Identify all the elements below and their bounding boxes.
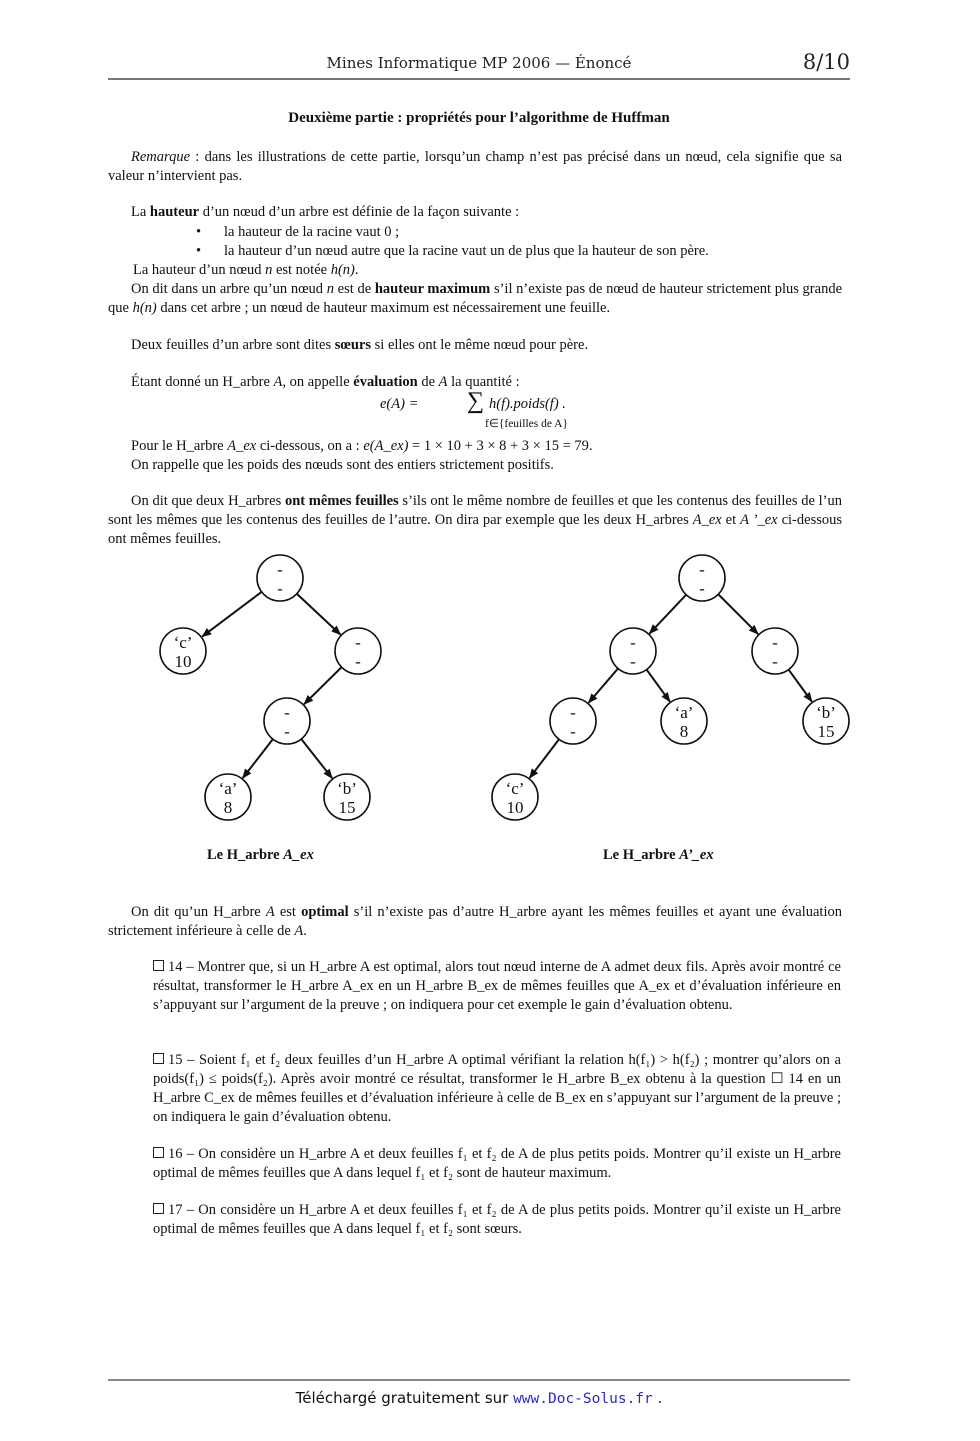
doc-solus-link[interactable]: www.Doc-Solus.fr xyxy=(513,1391,653,1407)
term-evaluation: évaluation xyxy=(353,374,418,390)
node-weight: 10 xyxy=(506,798,524,817)
poids-rappel: On rappelle que les poids des nœuds sont des entiers strictement positifs. xyxy=(131,457,554,473)
footer xyxy=(108,1389,850,1407)
page-number: 8/10 xyxy=(802,50,850,74)
term-hauteur-maximum: hauteur maximum xyxy=(374,281,491,297)
formula-rhs: h(f).poids(f) . xyxy=(489,396,566,412)
node-character: - xyxy=(355,633,361,652)
text: est notée xyxy=(272,262,331,278)
tree-edge-arrow xyxy=(297,594,341,635)
tree-node-root xyxy=(257,555,303,601)
node-weight: - xyxy=(570,722,576,741)
tree-node-c xyxy=(492,774,538,820)
optimal-paragraph xyxy=(108,903,842,941)
text: . xyxy=(354,262,359,278)
node-character: - xyxy=(277,560,283,579)
checkbox-square-icon xyxy=(153,960,164,971)
node-weight: - xyxy=(699,579,705,598)
text: ci-dessous ont mêmes feuilles. xyxy=(108,512,842,547)
question-number: 14 xyxy=(168,959,183,975)
tree-edge-arrow xyxy=(789,670,812,702)
text: = 1 × 10 + 3 × 8 + 3 × 15 = 79. xyxy=(408,438,593,454)
var: n xyxy=(326,281,334,297)
term-hauteur: hauteur xyxy=(149,204,200,220)
text: d’un nœud d’un arbre est définie de la façon suivante : xyxy=(199,204,520,220)
text: s’ils ont le même nombre de feuilles et que les contenus des feuilles de l’un sont les mêmes que les contenus des feuilles de l’autre. On dira par exemple que les deux H_arbres xyxy=(108,493,842,528)
tree-a-ex-nodes xyxy=(160,555,381,820)
tree-edge-arrow xyxy=(649,595,686,634)
term-soeurs: sœurs xyxy=(334,337,372,353)
text: s’il n’existe pas de nœud de hauteur strictement plus grande que xyxy=(108,281,843,316)
node-weight: 15 xyxy=(338,798,356,817)
text: Pour le H_arbre xyxy=(131,438,228,454)
tree-edge-arrow xyxy=(718,594,758,634)
tree-edge-arrow xyxy=(304,667,342,704)
bullet-text: la hauteur de la racine vaut 0 ; xyxy=(224,224,400,240)
text: On dit qu’un H_arbre xyxy=(131,904,266,920)
tree-edge-arrow xyxy=(243,739,273,778)
tree-node-root xyxy=(679,555,725,601)
node-character: - xyxy=(630,633,636,652)
node-character: - xyxy=(284,703,290,722)
text: si elles ont le même nœud pour père. xyxy=(371,337,589,353)
question-number: 15 xyxy=(168,1052,183,1068)
text: est xyxy=(274,904,302,920)
term-memes-feuilles: ont mêmes feuilles xyxy=(284,493,399,509)
section-title: Deuxième partie : propriétés pour l’algorithme de Huffman xyxy=(288,110,670,126)
question-17 xyxy=(153,1201,841,1239)
text: On dit dans un arbre qu’un nœud xyxy=(131,281,327,297)
node-weight: - xyxy=(277,579,283,598)
formula-lhs: e(A) = xyxy=(380,396,419,412)
node-character: ‘b’ xyxy=(816,703,836,722)
text: La xyxy=(131,204,150,220)
tree-edge-arrow xyxy=(202,592,261,637)
node-character: - xyxy=(772,633,778,652)
node-character: ‘a’ xyxy=(218,779,238,798)
var: A_ex xyxy=(227,438,257,454)
node-character: - xyxy=(699,560,705,579)
tree-node-c xyxy=(160,628,206,674)
bullet-text: la hauteur d’un nœud autre que la racine vaut un de plus que la hauteur de son père. xyxy=(224,243,709,259)
var: A xyxy=(265,904,275,920)
text: et xyxy=(721,512,741,528)
text: dans cet arbre ; un nœud de hauteur maximum est nécessairement une feuille. xyxy=(156,300,611,316)
var: A_ex xyxy=(692,512,722,528)
bullet-icon: • xyxy=(196,224,202,240)
question-text: – On considère un H_arbre A et deux feuilles f₁ et f₂ de A de plus petits poids. Montrer qu’il existe un H_arbre optimal de mêmes feuilles que A dans lequel f₁ et f₂ sont sœurs. xyxy=(153,1202,841,1237)
var: A’_ex xyxy=(679,847,714,863)
tree-a-ex-edges xyxy=(202,592,341,778)
text: ci-dessous, on a : xyxy=(256,438,364,454)
text: Deux feuilles d’un arbre sont dites xyxy=(131,337,335,353)
tree-a-prime-ex-nodes xyxy=(492,555,849,820)
question-text: – Soient f₁ et f₂ deux feuilles d’un H_arbre A optimal vérifiant la relation h(f₁) > h(f₂) ; montrer qu’alors on a poids(f₁) ≤ poids(f₂). Après avoir montré ce résultat, transformer le H_arbre B_ex obtenu à la question ☐ 14 en un H_arbre C_ex de mêmes feuilles et d’évaluation inférieure à celle de B_ex en s’appuyant sur l’argument de la preuve ; on indiquera le gain d’évaluation obtenu. xyxy=(153,1052,841,1125)
text: Étant donné un H_arbre xyxy=(131,374,274,390)
question-number: 16 xyxy=(168,1146,183,1162)
var: A_ex xyxy=(283,847,314,863)
var: h(n) xyxy=(132,300,157,316)
tree-node-b xyxy=(803,698,849,744)
question-text: – Montrer que, si un H_arbre A est optimal, alors tout nœud interne de A admet deux fils. Après avoir montré ce résultat, transformer le H_arbre A_ex en un H_arbre B_ex de mêmes feuilles que A_ex et d’évaluation inférieure en s’appuyant sur l’argument de la preuve ; on indiquera pour cet exemple le gain d’évaluation obtenu. xyxy=(153,959,841,1013)
tree-node-a xyxy=(661,698,707,744)
node-character: ‘a’ xyxy=(674,703,694,722)
tree-edge-arrow xyxy=(530,739,559,778)
caption-a-ex xyxy=(207,847,314,864)
var: A xyxy=(294,923,304,939)
text: de xyxy=(417,374,439,390)
tree-node-a xyxy=(205,774,251,820)
var: e(A_ex) xyxy=(363,438,409,454)
var: A xyxy=(273,374,283,390)
footer-end: . xyxy=(652,1389,663,1407)
var: A ’_ex xyxy=(740,512,778,528)
var: h(n) xyxy=(330,262,355,278)
tree-node-n3 xyxy=(550,698,596,744)
text: , on appelle xyxy=(282,374,354,390)
caption-a-prime-ex xyxy=(603,847,714,864)
node-character: ‘c’ xyxy=(173,633,193,652)
term-optimal: optimal xyxy=(301,904,349,920)
question-text: – On considère un H_arbre A et deux feuilles f₁ et f₂ de A de plus petits poids. Montrer qu’il existe un H_arbre optimal de mêmes feuilles que A dans lequel f₁ et f₂ sont de hauteur maximum. xyxy=(153,1146,841,1181)
question-16 xyxy=(153,1145,841,1183)
question-number: 17 xyxy=(168,1202,183,1218)
text: On dit que deux H_arbres xyxy=(131,493,285,509)
var: A xyxy=(438,374,448,390)
checkbox-square-icon xyxy=(153,1203,164,1214)
var: n xyxy=(265,262,273,278)
text: la quantité : xyxy=(447,374,520,390)
tree-a-prime-ex-edges xyxy=(530,594,812,778)
text: s’il n’existe pas d’autre H_arbre ayant les mêmes feuilles et ayant une évaluation strictement inférieure à celle de xyxy=(108,904,842,939)
node-weight: - xyxy=(630,652,636,671)
node-weight: 15 xyxy=(817,722,835,741)
node-character: ‘c’ xyxy=(505,779,525,798)
tree-edge-arrow xyxy=(647,670,670,702)
text: est de xyxy=(334,281,375,297)
text: La hauteur d’un nœud xyxy=(133,262,266,278)
tree-node-n1 xyxy=(610,628,656,674)
footer-text: Téléchargé gratuitement sur xyxy=(295,1389,514,1407)
node-weight: 10 xyxy=(174,652,192,671)
node-character: ‘b’ xyxy=(337,779,357,798)
tree-node-n2 xyxy=(752,628,798,674)
remarque-text: : dans les illustrations de cette partie, lorsqu’un champ n’est pas précisé dans un nœud, cela signifie que sa valeur n’intervient pas. xyxy=(108,149,842,184)
question-15 xyxy=(153,1051,841,1127)
text: . xyxy=(303,923,307,939)
header-title: Mines Informatique MP 2006 — Énoncé xyxy=(326,54,632,72)
text: Le H_arbre xyxy=(603,847,680,863)
node-weight: 8 xyxy=(679,722,689,741)
sigma-icon: ∑ xyxy=(467,388,485,414)
tree-edge-arrow xyxy=(301,739,332,778)
tree-node-n2 xyxy=(264,698,310,744)
node-weight: - xyxy=(355,652,361,671)
tree-node-b xyxy=(324,774,370,820)
remarque-label: Remarque xyxy=(131,149,191,165)
footer-rule xyxy=(108,1379,850,1381)
checkbox-square-icon xyxy=(153,1147,164,1158)
node-character: - xyxy=(570,703,576,722)
checkbox-square-icon xyxy=(153,1053,164,1064)
bullet-icon: • xyxy=(196,243,202,259)
text: Le H_arbre xyxy=(207,847,284,863)
question-14 xyxy=(153,958,841,1015)
tree-edge-arrow xyxy=(589,668,618,702)
tree-node-n1 xyxy=(335,628,381,674)
node-weight: - xyxy=(772,652,778,671)
node-weight: 8 xyxy=(223,798,233,817)
node-weight: - xyxy=(284,722,290,741)
formula-subscript: f∈{feuilles de A} xyxy=(485,418,569,430)
